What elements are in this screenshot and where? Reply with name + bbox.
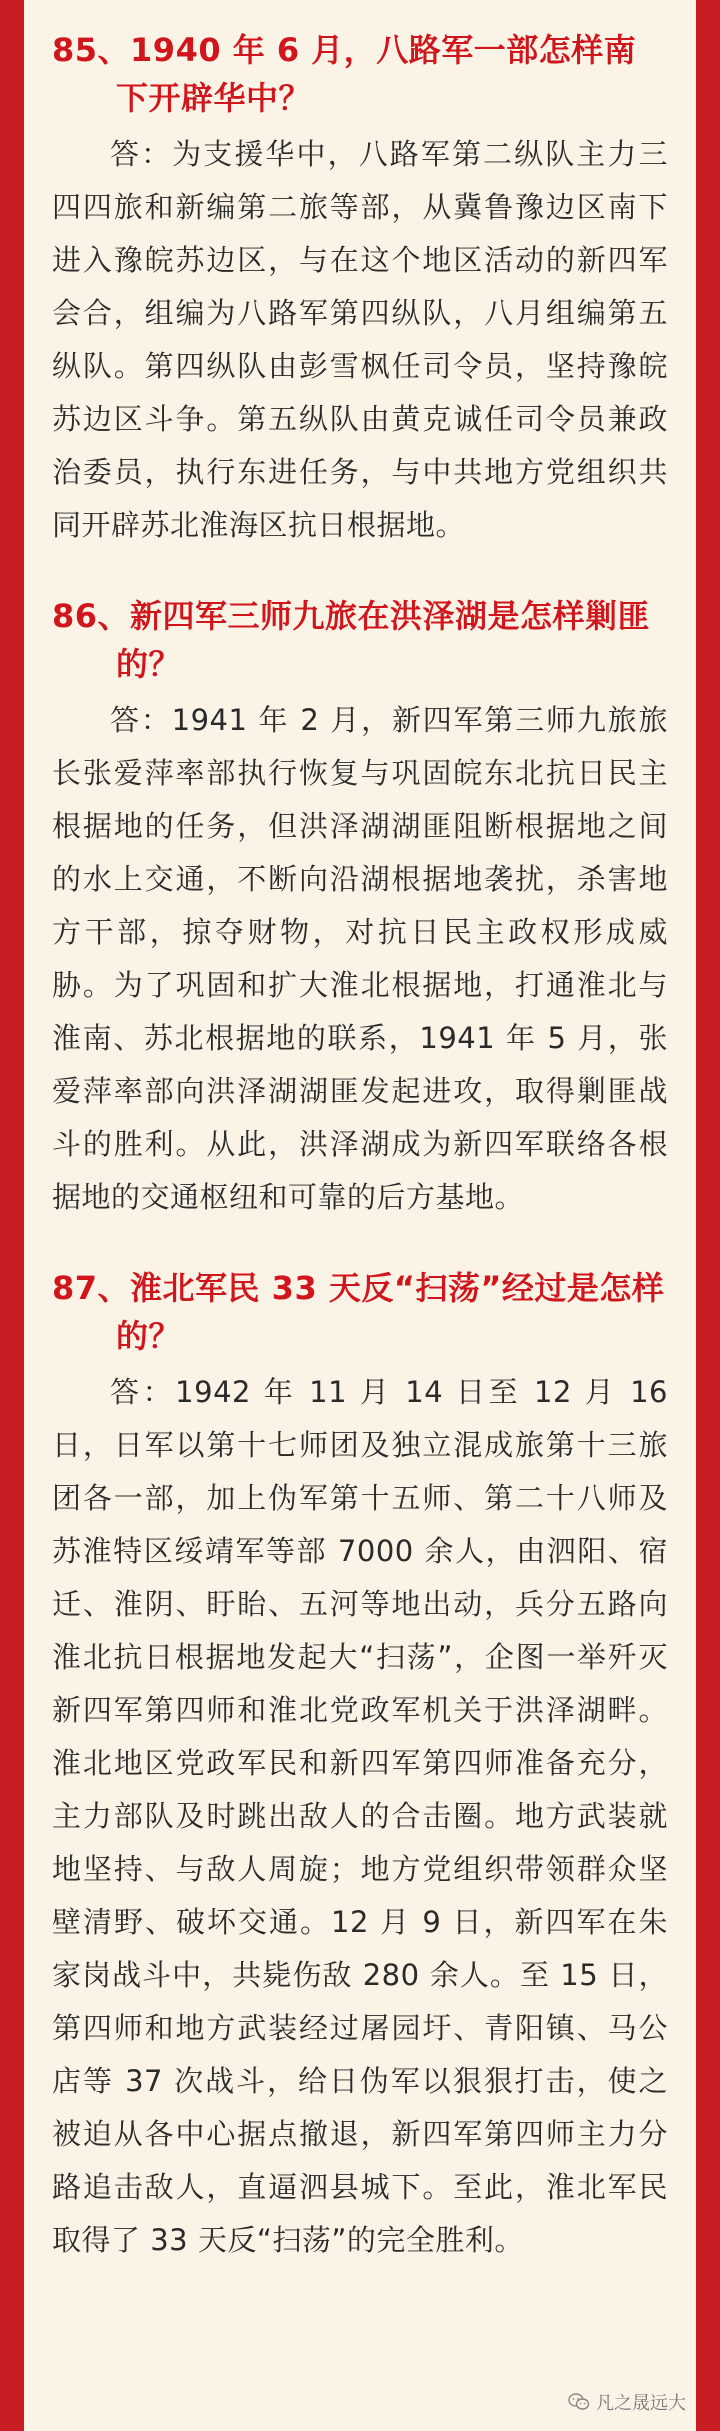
watermark [568,2389,686,2415]
question-title: 86、新四军三师九旅在洪泽湖是怎样剿匪的？ [52,597,651,683]
article-page [24,0,696,2431]
qa-section-87 [52,1264,668,2267]
answer-text: 答：1941 年 2 月，新四军第三师九旅旅长张爱萍率部执行恢复与巩固皖东北抗日民主根据地的任务，但洪泽湖湖匪阻断根据地之间的水上交通，不断向沿湖根据地袭扰，杀害地方干部，掠夺财物，对抗日民主政权形成威胁。为了巩固和扩大淮北根据地，打通淮北与淮南、苏北根据地的联系，1941 年 5 月，张爱萍率部向洪泽湖湖匪发起进攻，取得剿匪战斗的胜利。从此，洪泽湖成为新四军联络各根据地的交通枢纽和可靠的后方基地。 [52,703,668,1214]
watermark-text: 凡之晟远大 [596,2393,686,2414]
question-title: 87、淮北军民 33 天反“扫荡”经过是怎样的？ [52,1269,665,1355]
answer-text: 答：1942 年 11 月 14 日至 12 月 16 日，日军以第十七师团及独立混成旅第十三旅团各一部，加上伪军第十五师、第二十八师及苏淮特区绥靖军等部 7000 余人，由泗阳、宿迁、淮阴、盱眙、五河等地出动，兵分五路向淮北抗日根据地发起大“扫荡”，企图一举歼灭新四军第四师和淮北党政军机关于洪泽湖畔。淮北地区党政军民和新四军第四师准备充分，主力部队及时跳出敌人的合击圈。地方武装就地坚持、与敌人周旋；地方党组织带领群众坚壁清野、破坏交通。12 月 9 日，新四军在朱家岗战斗中，共毙伤敌 280 余人。至 15 日，第四师和地方武装经过屠园圩、青阳镇、马公店等 37 次战斗，给日伪军以狠狠打击，使之被迫从各中心据点撤退，新四军第四师主力分路追击敌人，直逼泗县城下。至此，淮北军民取得了 33 天反“扫荡”的完全胜利。 [52,1375,668,2257]
wechat-icon [568,2393,590,2411]
answer-text: 答：为支援华中，八路军第二纵队主力三四四旅和新编第二旅等部，从冀鲁豫边区南下进入豫皖苏边区，与在这个地区活动的新四军会合，组编为八路军第四纵队，八月组编第五纵队。第四纵队由彭雪枫任司令员，坚持豫皖苏边区斗争。第五纵队由黄克诚任司令员兼政治委员，执行东进任务，与中共地方党组织共同开辟苏北淮海区抗日根据地。 [52,137,668,542]
question-title: 85、1940 年 6 月，八路军一部怎样南下开辟华中？ [52,31,637,117]
qa-section-86 [52,592,668,1224]
qa-section-85 [52,26,668,552]
